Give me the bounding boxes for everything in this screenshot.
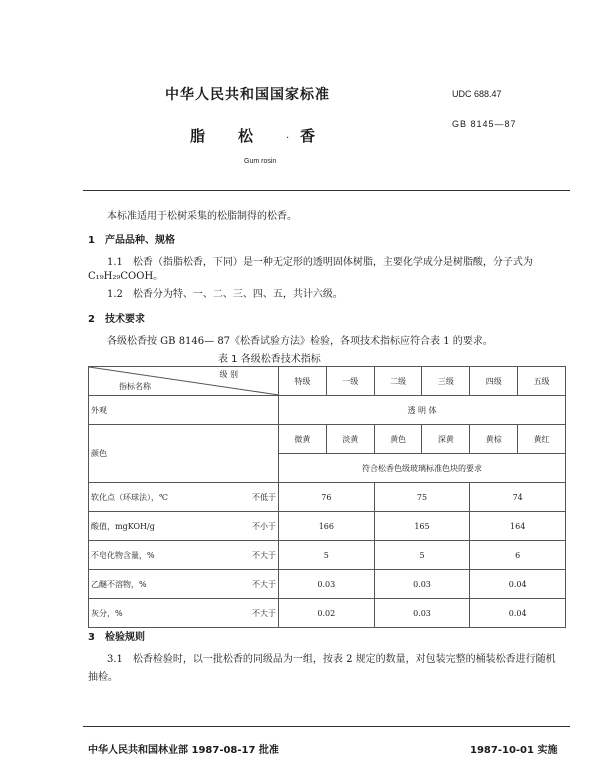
unsap-condition: 不大于: [252, 550, 276, 560]
para-2: 各级松香按 GB 8146— 87《松香试验方法》检验，各项技术指标应符合表 1 的要求。: [107, 336, 493, 347]
acid-v1: 166: [279, 512, 375, 541]
ash-v3: 0.04: [470, 599, 566, 628]
acid-condition: 不小于: [252, 521, 276, 531]
para-3-1-line2: 抽检。: [88, 672, 118, 683]
softening-condition: 不低于: [252, 492, 276, 502]
row-name-ether: [89, 570, 279, 599]
title-char-2: 松: [238, 127, 254, 145]
row-name-acid: [89, 512, 279, 541]
section-1-number: 1: [88, 235, 95, 246]
color-value: 黄红: [518, 425, 566, 454]
table-caption: 表 1 各级松香技术指标: [218, 354, 321, 365]
row-name-appearance: 外观: [89, 396, 279, 425]
table-row: [89, 483, 566, 512]
standard-name: 中华人民共和国国家标准: [165, 87, 330, 103]
section-2-title: 技术要求: [104, 314, 145, 325]
ash-v1: 0.02: [279, 599, 375, 628]
color-value: 黄色: [374, 425, 422, 454]
section-1-heading: [88, 231, 175, 246]
header-diagonal-cell: [89, 367, 279, 396]
softening-v3: 74: [470, 483, 566, 512]
table-row: [89, 541, 566, 570]
section-2-number: 2: [88, 314, 95, 325]
top-divider: [83, 190, 570, 191]
para-1-1: [107, 253, 533, 268]
color-value: 微黄: [279, 425, 327, 454]
title-dot: .: [286, 130, 290, 141]
para-1-2-number: 1.2: [107, 289, 123, 300]
softening-v1: 76: [279, 483, 375, 512]
ether-v1: 0.03: [279, 570, 375, 599]
section-2-heading: [88, 310, 145, 325]
unsap-label: 不皂化物含量，%: [91, 550, 155, 560]
row-name-unsap: [89, 541, 279, 570]
bottom-divider: [83, 726, 570, 727]
ether-condition: 不大于: [252, 579, 276, 589]
acid-v3: 164: [470, 512, 566, 541]
section-1-title: 产品品种、规格: [104, 235, 175, 246]
grade-header: 五级: [518, 367, 566, 396]
section-3-heading: [88, 628, 145, 643]
appearance-value: 透 明 体: [279, 396, 566, 425]
row-name-softening: [89, 483, 279, 512]
grade-header: 特级: [279, 367, 327, 396]
header-indicator-label: 指标名称: [119, 382, 151, 391]
implementation-date: 1987-10-01 实施: [470, 745, 558, 756]
header-diagonal-line: [89, 367, 279, 395]
color-value: 淡黄: [326, 425, 374, 454]
color-note: 符合松香色级玻璃标准色块的要求: [279, 454, 566, 483]
table-row: [89, 512, 566, 541]
ether-v2: 0.03: [374, 570, 470, 599]
para-3-1: [107, 650, 556, 665]
softening-v2: 75: [374, 483, 470, 512]
approval-line: 中华人民共和国林业部 1987-08-17 批准: [88, 745, 279, 756]
table-row: [89, 396, 566, 425]
para-3-1-line1: 松香检验时，以一批松香的同级品为一组，按表 2 规定的数量，对包装完整的桶装松香进行随机: [132, 654, 556, 665]
gb-code: GB 8145—87: [452, 119, 517, 129]
header-grade-label: 级 别: [219, 370, 238, 379]
unsap-v3: 6: [470, 541, 566, 570]
table-row: [89, 425, 566, 454]
para-1-1-number: 1.1: [107, 257, 123, 268]
grade-header: 三级: [422, 367, 470, 396]
acid-v2: 165: [374, 512, 470, 541]
spec-table: [88, 366, 566, 628]
ash-v2: 0.03: [374, 599, 470, 628]
ether-v3: 0.04: [470, 570, 566, 599]
color-value: 黄棕: [470, 425, 518, 454]
unsap-v1: 5: [279, 541, 375, 570]
para-3-1-number: 3.1: [107, 654, 123, 665]
para-1-1-line2: C₁₉H₂₉COOH。: [88, 271, 164, 282]
row-name-color: 颜色: [89, 425, 279, 483]
para-1-2-text: 松香分为特、一、二、三、四、五，共计六级。: [132, 289, 343, 300]
table-row: [89, 599, 566, 628]
title-english: Gum rosin: [244, 158, 277, 165]
color-value: 深黄: [422, 425, 470, 454]
row-name-ash: [89, 599, 279, 628]
ash-condition: 不大于: [252, 608, 276, 618]
title-char-1: 脂: [190, 127, 206, 145]
table-row: [89, 570, 566, 599]
softening-label: 软化点（环球法），℃: [91, 492, 168, 502]
grade-header: 一级: [326, 367, 374, 396]
para-1-1-line1: 松香（指脂松香，下同）是一种无定形的透明固体树脂，主要化学成分是树脂酸，分子式为: [132, 257, 533, 268]
table-header-row: [89, 367, 566, 396]
title-char-3: 香: [300, 127, 316, 145]
unsap-v2: 5: [374, 541, 470, 570]
grade-header: 二级: [374, 367, 422, 396]
grade-header: 四级: [470, 367, 518, 396]
acid-label: 酸值，mgKOH/g: [91, 521, 155, 531]
ether-label: 乙醚不溶物，%: [91, 579, 147, 589]
para-1-2: [107, 285, 343, 300]
section-3-number: 3: [88, 632, 95, 643]
intro-paragraph: 本标准适用于松树采集的松脂制得的松香。: [107, 211, 297, 222]
ash-label: 灰分，%: [91, 608, 123, 618]
udc-code: UDC 688.47: [452, 89, 502, 99]
section-3-title: 检验规则: [104, 632, 145, 643]
